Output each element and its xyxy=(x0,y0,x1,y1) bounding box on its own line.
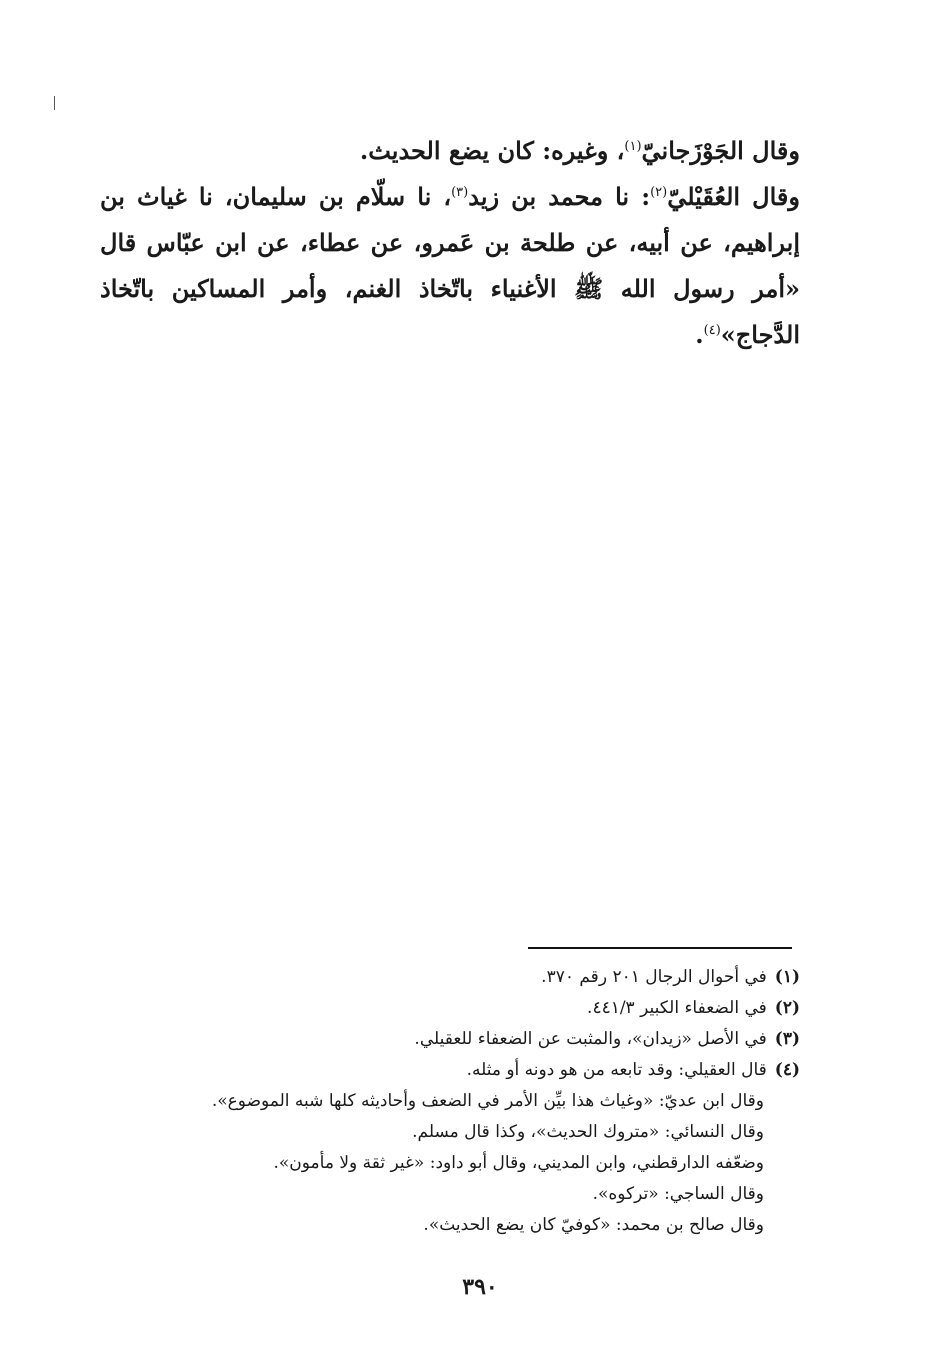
paragraph-2-text-a: وقال العُقَيْليّ xyxy=(667,182,800,211)
footnote-4-line: وضعّفه الدارقطني، وابن المديني، وقال أبو داود: «غير ثقة ولا مأمون». xyxy=(273,1153,764,1173)
footnote-separator xyxy=(528,947,792,949)
page-number: ٣٩٠ xyxy=(462,1274,498,1300)
paragraph-2-text-b: : نا محمد بن زيد xyxy=(468,182,651,211)
footnote-text: في الضعفاء الكبير ٤٤١/٣. xyxy=(587,998,767,1018)
footnote-4-line: وقال الساجي: «تركوه». xyxy=(592,1184,764,1204)
footnotes xyxy=(140,962,800,1241)
main-text xyxy=(100,128,800,358)
footnote-text: في الأصل «زيدان»، والمثبت عن الضعفاء للعقيلي. xyxy=(414,1029,767,1049)
paragraph-2 xyxy=(100,174,800,358)
footnote-text: قال العقيلي: وقد تابعه من هو دونه أو مثله. xyxy=(466,1060,767,1080)
page-edge-mark xyxy=(54,96,55,110)
paragraph-2-text-d: . xyxy=(695,320,704,349)
footnote-4-line: وقال النسائي: «متروك الحديث»، وكذا قال مسلم. xyxy=(412,1122,764,1142)
footnote-1 xyxy=(140,962,800,993)
footnote-number: (٢) xyxy=(774,998,800,1018)
footnote-ref-4[interactable]: (٤) xyxy=(703,323,721,338)
paragraph-2-text-c: ، نا سلّام بن سليمان، نا غياث بن إبراهيم، عن أبيه، عن طلحة بن عَمرو، عن عطاء، عن ابن عبّاس قال «أمر رسول الله ﷺ الأغنياء باتّخاذ الغنم، وأمر المساكين باتّخاذ الدَّجاج» xyxy=(100,182,800,349)
paragraph-1-text-a: وقال الجَوْزَجانيّ xyxy=(641,136,800,165)
footnote-3 xyxy=(140,1024,800,1055)
footnote-ref-1[interactable]: (١) xyxy=(624,139,642,154)
footnote-text: في أحوال الرجال ٢٠١ رقم ٣٧٠. xyxy=(541,967,767,987)
footnote-2 xyxy=(140,993,800,1024)
paragraph-1 xyxy=(100,128,800,174)
footnote-number: (٣) xyxy=(774,1029,800,1049)
footnote-4 xyxy=(140,1055,800,1086)
footnote-ref-3[interactable]: (٣) xyxy=(451,185,469,200)
footnote-4-line: وقال ابن عديّ: «وغياث هذا بيِّن الأمر في الضعف وأحاديثه كلها شبه الموضوع». xyxy=(211,1091,764,1111)
footnote-4-line: وقال صالح بن محمد: «كوفيّ كان يضع الحديث». xyxy=(423,1215,764,1235)
footnote-number: (٤) xyxy=(774,1060,800,1080)
paragraph-1-text-b: ، وغيره: كان يضع الحديث. xyxy=(359,136,625,165)
footnote-number: (١) xyxy=(774,967,800,987)
footnote-ref-2[interactable]: (٢) xyxy=(650,185,668,200)
